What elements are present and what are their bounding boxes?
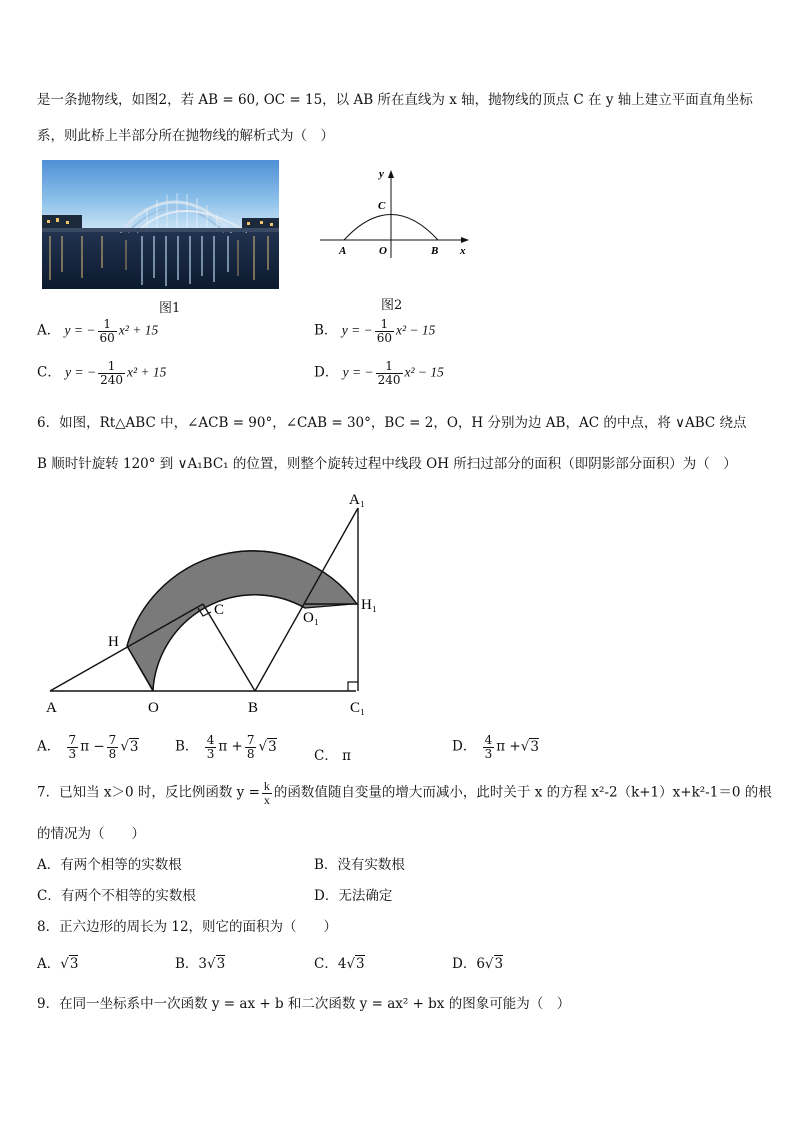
q5-line2: 系，则此桥上半部分所在抛物线的解析式为（ ） — [37, 128, 334, 144]
fig2-label-c: C — [378, 200, 386, 212]
q6-option-b[interactable]: B． $\frac{4}{3}$ π + $\frac{7}{8}$ √3 — [175, 733, 277, 761]
q7-line1: 7．已知当 x＞0 时，反比例函数 y = $\frac{k}{x}$ 的函数值随自变量的增大而减小，此时关于 x 的方程 x²-2（k+1）x+k²-1＝0 的根 — [37, 779, 772, 807]
label-c: C — [214, 602, 225, 618]
q6-line1: 6．如图，Rt△ABC 中，∠ACB = 90°，∠CAB = 30°，BC = 2，O，H 分别为边 AB，AC 的中点，将 ∨ABC 绕点 — [37, 415, 747, 431]
label-h1: H₁ — [361, 597, 378, 613]
fig2-label-x: x — [460, 245, 466, 257]
label-a: A — [46, 700, 57, 716]
fig1-caption: 图1 — [159, 301, 181, 316]
parabola-figure — [316, 162, 476, 262]
q9-line: 9．在同一坐标系中一次函数 y = ax + b 和二次函数 y = ax² + bx 的图象可能为（ ） — [37, 996, 571, 1012]
q5-option-c[interactable]: C． y = − $\frac{1}{240}$ x² + 15 — [37, 359, 167, 387]
q7-option-d[interactable]: D．无法确定 — [314, 888, 393, 904]
q8-line: 8．正六边形的周长为 12，则它的面积为（ ） — [37, 919, 338, 935]
q8-option-d[interactable]: D．6√3 — [452, 956, 504, 972]
label-c1: C₁ — [350, 700, 366, 716]
label-a1: A₁ — [349, 492, 366, 508]
q6-option-a[interactable]: A． $\frac{7}{3}$ π − $\frac{7}{8}$ √3 — [37, 733, 139, 761]
fig2-caption: 图2 — [381, 298, 403, 313]
q7-option-a[interactable]: A．有两个相等的实数根 — [37, 857, 182, 873]
fig2-label-b: B — [431, 245, 439, 257]
label-b: B — [248, 700, 259, 716]
q6-option-c[interactable]: C． π — [314, 748, 352, 764]
rotation-figure — [40, 490, 400, 722]
q5-option-a[interactable]: A． y = − $\frac{1}{60}$ x² + 15 — [37, 317, 159, 345]
q7-option-b[interactable]: B．没有实数根 — [314, 857, 405, 873]
q8-option-a[interactable]: A．√3 — [37, 956, 79, 972]
q6-option-d[interactable]: D． $\frac{4}{3}$ π +√3 — [452, 733, 539, 761]
fig2-label-o: O — [379, 245, 387, 257]
label-h: H — [108, 634, 119, 650]
q5-option-d[interactable]: D． y = − $\frac{1}{240}$ x² − 15 — [314, 359, 444, 387]
label-o: O — [148, 700, 159, 716]
q8-option-c[interactable]: C．4√3 — [314, 956, 365, 972]
q6-line2: B 顺时针旋转 120° 到 ∨A₁BC₁ 的位置，则整个旋转过程中线段 OH 所扫过部分的面积（即阴影部分面积）为（ ） — [37, 456, 737, 472]
q7-line2: 的情况为（ ） — [37, 826, 145, 842]
q5-line1: 是一条抛物线，如图2，若 AB = 60, OC = 15，以 AB 所在直线为 x 轴，抛物线的顶点 C 在 y 轴上建立平面直角坐标 — [37, 92, 753, 108]
q8-option-b[interactable]: B．3√3 — [175, 956, 226, 972]
fig2-label-a: A — [339, 245, 347, 257]
q5-option-b[interactable]: B． y = − $\frac{1}{60}$ x² − 15 — [314, 317, 436, 345]
fig2-label-y: y — [379, 168, 384, 180]
bridge-photo — [42, 160, 279, 289]
label-o1: O₁ — [303, 610, 320, 626]
q7-option-c[interactable]: C．有两个不相等的实数根 — [37, 888, 196, 904]
